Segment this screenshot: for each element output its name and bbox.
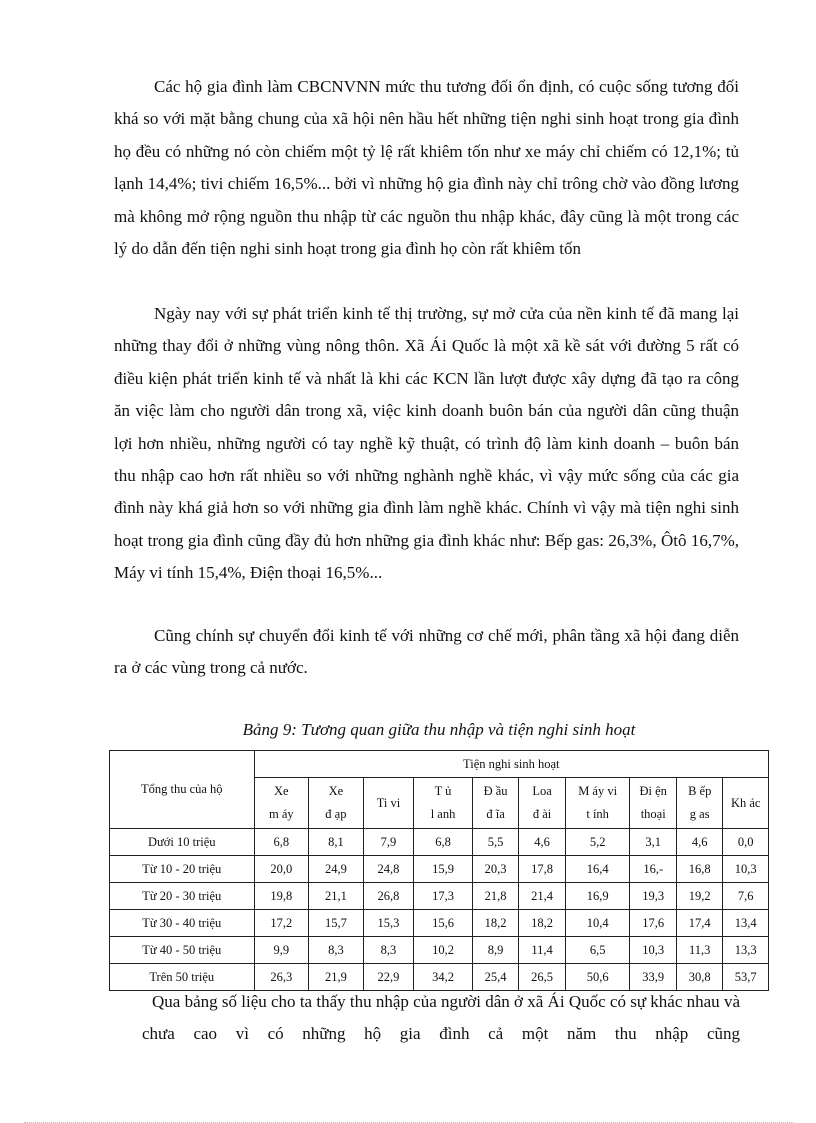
table-cell: 9,9 <box>254 937 309 964</box>
table-cell: 7,6 <box>723 883 769 910</box>
table-cell: 3,1 <box>630 829 676 856</box>
table-cell: 6,8 <box>414 829 473 856</box>
table-cell: 25,4 <box>472 964 518 991</box>
table-cell: 34,2 <box>414 964 473 991</box>
table-cell: 8,9 <box>472 937 518 964</box>
table-cell: 16,- <box>630 856 676 883</box>
table-cell: 19,8 <box>254 883 309 910</box>
table-cell: 15,7 <box>309 910 364 937</box>
table-cell: 30,8 <box>676 964 722 991</box>
table-cell: 4,6 <box>519 829 565 856</box>
table-cell: 15,9 <box>414 856 473 883</box>
table-cell: 21,8 <box>472 883 518 910</box>
table-row <box>110 910 769 937</box>
table-cell: 26,5 <box>519 964 565 991</box>
table-body <box>110 829 769 991</box>
column-header: M áy vi t ính <box>565 778 630 829</box>
row-label: Từ 20 - 30 triệu <box>110 883 255 910</box>
paragraph-1: Các hộ gia đình làm CBCNVNN mức thu tương đối ổn định, có cuộc sống tương đối khá so với mặt bằng chung của xã hội nên hầu hết những tiện nghi sinh hoạt trong gia đình họ đều có những nó còn chiếm một tỷ lệ rất khiêm tốn như xe máy chỉ chiếm có 12,1%; tủ lạnh 14,4%; tivi chiếm 16,5%... bởi vì những hộ gia đình này chỉ trông chờ vào đồng lương mà không mở rộng nguồn thu nhập từ các nguồn thu nhập khác, đây cũng là một trong các lý do dẫn đến tiện nghi sinh hoạt trong gia đình họ còn rất khiêm tốn <box>114 77 739 259</box>
table-cell: 10,3 <box>723 856 769 883</box>
table-cell: 19,3 <box>630 883 676 910</box>
table-cell: 13,4 <box>723 910 769 937</box>
table-cell: 8,3 <box>363 937 414 964</box>
group-header: Tiện nghi sinh hoạt <box>254 751 768 778</box>
table-cell: 13,3 <box>723 937 769 964</box>
column-header: Đ ầu đ ĩa <box>472 778 518 829</box>
column-header: Xe đ ạp <box>309 778 364 829</box>
column-header: T ủ l anh <box>414 778 473 829</box>
row-label: Từ 40 - 50 triệu <box>110 937 255 964</box>
row-header: Tổng thu của hộ <box>110 751 255 829</box>
table-cell: 18,2 <box>519 910 565 937</box>
table-cell: 10,3 <box>630 937 676 964</box>
table-cell: 0,0 <box>723 829 769 856</box>
paragraph-3: Cũng chính sự chuyển đổi kinh tế với những cơ chế mới, phân tầng xã hội đang diễn ra ở các vùng trong cả nước. <box>114 626 739 678</box>
table-cell: 8,1 <box>309 829 364 856</box>
paragraph-2: Ngày nay với sự phát triển kinh tế thị trường, sự mở cửa của nền kinh tế đã mang lại những thay đổi ở những vùng nông thôn. Xã Ái Quốc là một xã kề sát với đường 5 rất có điều kiện phát triển kinh tế và nhất là khi các KCN lần lượt được xây dựng đã tạo ra công ăn việc làm cho người dân trong xã, việc kinh doanh buôn bán của người dân cũng thuận lợi hơn nhiều, những người có tay nghề kỹ thuật, có trình độ làm kinh doanh – buôn bán thu nhập cao hơn rất nhiều so với những nghành nghề khác, vì vậy mức sống của các gia đình này khá giả hơn so với những gia đình làm nghề khác. Chính vì vậy mà tiện nghi sinh hoạt trong gia đình cũng đầy đủ hơn những gia đình khác như: Bếp gas: 26,3%, Ôtô 16,7%, Máy vi tính 15,4%, Điện thoại 16,5%... <box>114 304 739 583</box>
table-cell: 11,3 <box>676 937 722 964</box>
table-cell: 18,2 <box>472 910 518 937</box>
table-cell: 20,3 <box>472 856 518 883</box>
table-row <box>110 937 769 964</box>
column-header: B ếp g as <box>676 778 722 829</box>
column-header: Đi ện thoại <box>630 778 676 829</box>
table-cell: 33,9 <box>630 964 676 991</box>
row-label: Dưới 10 triệu <box>110 829 255 856</box>
table-cell: 21,9 <box>309 964 364 991</box>
table-caption: Bảng 9: Tương quan giữa thu nhập và tiện nghi sinh hoạt <box>242 720 636 739</box>
table-cell: 21,4 <box>519 883 565 910</box>
column-header: Loa đ ài <box>519 778 565 829</box>
column-header: Xe m áy <box>254 778 309 829</box>
table-cell: 26,8 <box>363 883 414 910</box>
table-cell: 16,4 <box>565 856 630 883</box>
paragraph-4: Qua bảng số liệu cho ta thấy thu nhập của người dân ở xã Ái Quốc có sự khác nhau và chưa cao vì có những hộ gia đình cả một năm thu nhập cũng <box>142 992 740 1043</box>
table-cell: 6,8 <box>254 829 309 856</box>
table-cell: 11,4 <box>519 937 565 964</box>
table-cell: 17,8 <box>519 856 565 883</box>
table-cell: 5,2 <box>565 829 630 856</box>
table-cell: 26,3 <box>254 964 309 991</box>
table-row <box>110 829 769 856</box>
table-cell: 21,1 <box>309 883 364 910</box>
column-header: Ti vi <box>363 778 414 829</box>
table-cell: 17,6 <box>630 910 676 937</box>
table-cell: 17,4 <box>676 910 722 937</box>
row-label: Từ 10 - 20 triệu <box>110 856 255 883</box>
table-cell: 16,8 <box>676 856 722 883</box>
table-cell: 8,3 <box>309 937 364 964</box>
table-cell: 5,5 <box>472 829 518 856</box>
table-cell: 16,9 <box>565 883 630 910</box>
table-cell: 20,0 <box>254 856 309 883</box>
row-label: Từ 30 - 40 triệu <box>110 910 255 937</box>
table-cell: 17,3 <box>414 883 473 910</box>
table-cell: 10,2 <box>414 937 473 964</box>
table-cell: 24,8 <box>363 856 414 883</box>
table-cell: 50,6 <box>565 964 630 991</box>
table-cell: 10,4 <box>565 910 630 937</box>
table-row <box>110 856 769 883</box>
table-row <box>110 883 769 910</box>
table-cell: 6,5 <box>565 937 630 964</box>
table-cell: 15,3 <box>363 910 414 937</box>
table-cell: 7,9 <box>363 829 414 856</box>
table-cell: 22,9 <box>363 964 414 991</box>
table-cell: 53,7 <box>723 964 769 991</box>
table-cell: 17,2 <box>254 910 309 937</box>
table-cell: 4,6 <box>676 829 722 856</box>
table-cell: 19,2 <box>676 883 722 910</box>
table-cell: 15,6 <box>414 910 473 937</box>
column-header: Kh ác <box>723 778 769 829</box>
income-amenities-table <box>109 750 769 991</box>
row-label: Trên 50 triệu <box>110 964 255 991</box>
table-cell: 24,9 <box>309 856 364 883</box>
